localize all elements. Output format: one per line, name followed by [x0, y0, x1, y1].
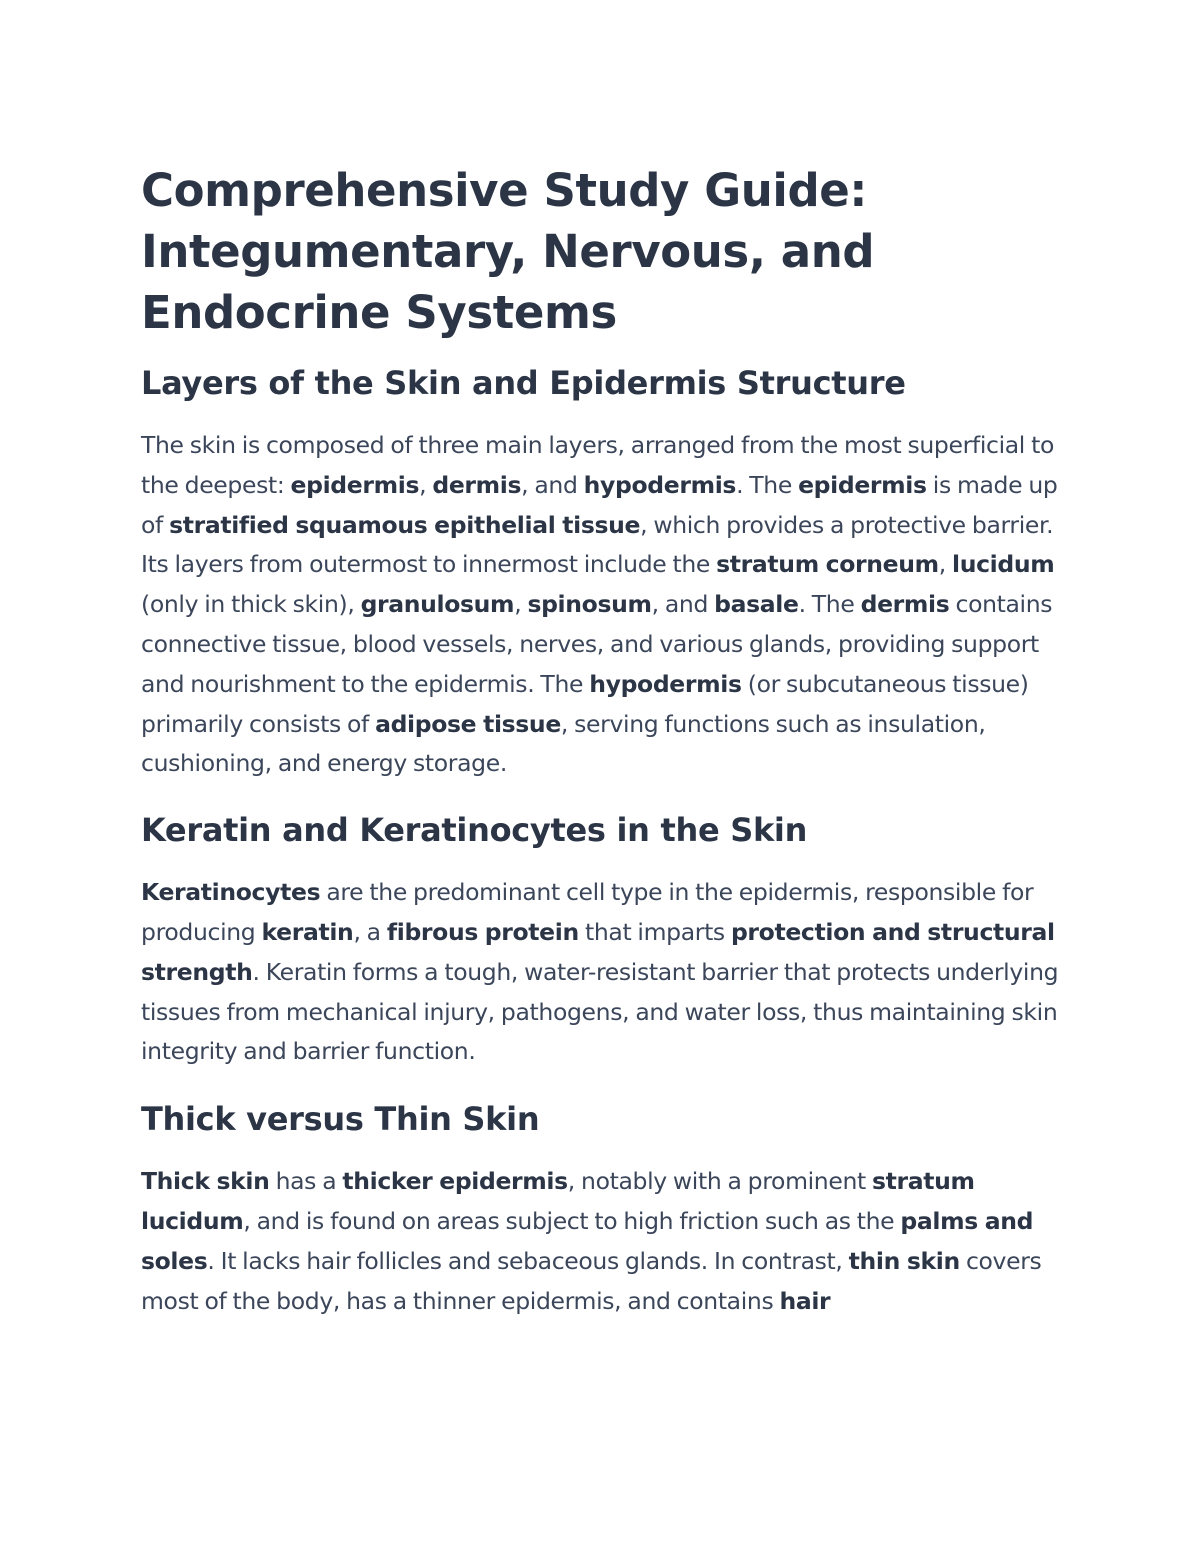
text-run: (only in thick skin),: [141, 590, 361, 619]
text-run: are the predominant cell type in the epidermis, responsible for producing: [141, 878, 1034, 946]
text-run: ,: [514, 590, 528, 619]
text-run: , and is found on areas subject to high friction such as the: [243, 1206, 901, 1235]
text-run: (or subcutaneous tissue) primarily consists of: [141, 669, 1029, 738]
document-page: [141, 160, 1071, 1321]
section-paragraph-keratin: [141, 873, 1071, 1072]
bold-term: keratin: [261, 917, 354, 946]
text-run: . Keratin forms a tough, water-resistant barrier that protects underlying tissues from mechanical injury, pathogens, and water loss, thus maintaining skin integrity and barrier function.: [141, 957, 1059, 1066]
text-run: covers most of the body, has a thinner epidermis, and contains: [141, 1246, 1042, 1315]
text-run: . The: [798, 590, 861, 619]
bold-term: hypodermis: [589, 669, 742, 698]
section-heading-keratin: Keratin and Keratinocytes in the Skin: [141, 811, 808, 850]
bold-term: epidermis: [290, 470, 420, 499]
bold-term: stratified squamous epithelial tissue: [169, 510, 641, 539]
bold-term: thicker epidermis: [342, 1167, 568, 1196]
section-paragraph-thick-thin-skin: [141, 1162, 1071, 1321]
text-run: has a: [269, 1167, 343, 1196]
bold-term: fibrous protein: [386, 917, 579, 946]
bold-term: dermis: [432, 470, 522, 499]
bold-term: Keratinocytes: [141, 878, 321, 907]
text-run: . The: [736, 470, 799, 499]
bold-term: thin skin: [848, 1246, 960, 1275]
text-run: The skin is composed of three main layers, arranged from the most superficial to the deepest:: [141, 431, 1054, 499]
text-run: ,: [938, 550, 953, 579]
text-run: , serving functions such as insulation, cushioning, and energy storage.: [141, 709, 986, 778]
text-run: that imparts: [578, 917, 731, 946]
bold-term: stratum lucidum: [141, 1167, 975, 1235]
text-run: , notably with a prominent: [567, 1167, 872, 1196]
text-run: , which provides a protective barrier. Its layers from outermost to innermost include the: [141, 510, 1054, 579]
bold-term: epidermis: [798, 470, 927, 499]
text-run: . It lacks hair follicles and sebaceous glands. In contrast,: [207, 1246, 849, 1275]
bold-term: dermis: [860, 590, 950, 619]
text-run: ,: [419, 470, 433, 499]
bold-term: hypodermis: [583, 470, 737, 499]
text-run: , a: [353, 917, 387, 946]
bold-term: palms and soles: [141, 1206, 1034, 1275]
bold-term: adipose tissue: [375, 709, 561, 738]
bold-term: protection and structural strength: [141, 917, 1055, 986]
document-title: Comprehensive Study Guide: Integumentary, Nervous, and Endocrine Systems: [141, 164, 875, 339]
bold-term: stratum corneum: [716, 550, 939, 579]
bold-term: hair: [779, 1286, 831, 1315]
section-heading-thick-thin-skin: Thick versus Thin Skin: [141, 1100, 540, 1139]
bold-term: granulosum: [360, 590, 515, 619]
bold-term: spinosum: [527, 590, 652, 619]
text-run: is made up of: [141, 470, 1058, 539]
text-run: contains connective tissue, blood vessels, nerves, and various glands, providing support and nourishment to the epidermis. The: [141, 590, 1053, 698]
text-run: , and: [521, 470, 584, 499]
section-paragraph-skin-layers: [141, 426, 1071, 784]
bold-term: Thick skin: [141, 1167, 270, 1196]
section-heading-skin-layers: Layers of the Skin and Epidermis Structure: [141, 364, 906, 402]
bold-term: lucidum: [952, 550, 1055, 579]
text-run: , and: [651, 590, 715, 619]
bold-term: basale: [714, 590, 799, 619]
